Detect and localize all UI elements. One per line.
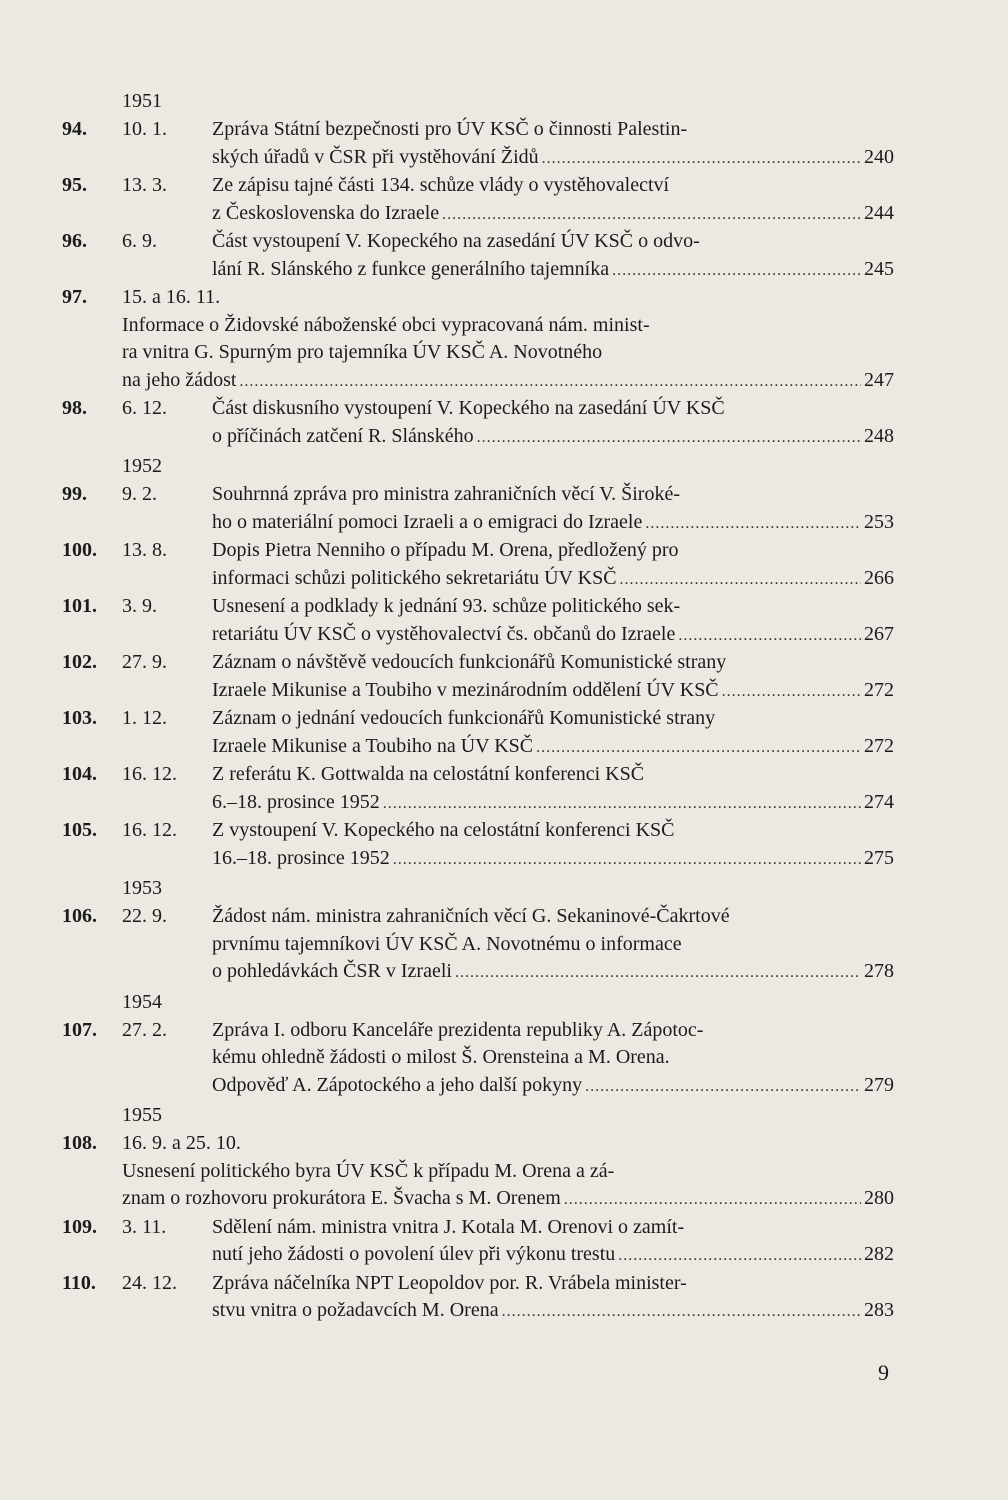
entry-title [212,1214,894,1270]
entry-title-line: 16.–18. prosince 1952 [212,846,390,869]
entry-title [212,537,894,593]
entry-title-line: Sdělení nám. ministra vnitra J. Kotala M. Orenovi o zamít- [212,1215,685,1238]
dot-leader [645,510,861,538]
entry-number: 100. [62,539,97,561]
toc-entry [62,116,894,172]
toc-entry [62,705,894,761]
entry-last-line [212,677,894,706]
entry-title [212,395,894,451]
toc-entry [62,1270,894,1326]
entry-date: 3. 9. [122,595,157,617]
entry-title-line: retariátu ÚV KSČ o vystěhovalectví čs. občanů do Izraele [212,622,676,645]
dot-leader [393,846,861,874]
entry-title-line: o pohledávkách ČSR v Izraeli [212,960,452,982]
entry-title [212,649,894,705]
dot-leader [722,678,861,706]
entry-last-line [212,509,894,538]
entry-title-line: Záznam o návštěvě vedoucích funkcionářů Komunistické strany [212,651,727,673]
toc-entry [62,649,894,705]
toc-entry [62,1214,894,1270]
dot-leader [383,790,861,818]
dot-leader [477,424,861,452]
entry-title [212,116,894,172]
entry-title-line: Zpráva náčelníka NPT Leopoldov por. R. Vrábela minister- [212,1271,687,1294]
dot-leader [442,201,861,229]
entry-page-number: 266 [864,566,894,589]
section-year: 1953 [122,877,162,899]
entry-number: 110. [62,1271,96,1294]
entry-last-line [122,1185,894,1214]
entry-last-line [212,423,894,452]
entry-date: 27. 2. [122,1018,167,1041]
entry-title-line: prvnímu tajemníkovi ÚV KSČ A. Novotnému o informace [212,932,682,955]
entry-title [212,817,894,873]
entry-title-line: Odpověď A. Zápotockého a jeho další pokyny [212,1073,583,1096]
toc-entry [62,593,894,649]
entry-title [122,1158,894,1214]
entry-title-line: stvu vnitra o požadavcích M. Orena [212,1299,499,1321]
entry-number: 103. [62,707,97,729]
entry-number: 104. [62,763,97,785]
entry-page-number: 248 [864,424,894,447]
entry-title-line: Izraele Mikunise a Toubiho v mezinárodním oddělení ÚV KSČ [212,678,719,701]
entry-last-line [212,733,894,762]
entry-last-line [212,200,894,229]
entry-title-line: Informace o Židovské náboženské obci vypracovaná nám. minist- [122,313,650,336]
entry-title-line: Žádost nám. ministra zahraničních věcí G. Sekaninové-Čakrtové [212,905,730,927]
entry-title-line: Ze zápisu tajné části 134. schůze vlády o vystěhovalectví [212,174,670,196]
dot-leader [678,622,861,650]
entry-title-line: Z referátu K. Gottwalda na celostátní konferenci KSČ [212,763,645,785]
entry-title-line: informaci schůzi politického sekretariátu ÚV KSČ [212,566,617,589]
entry-title [212,593,894,649]
entry-date: 9. 2. [122,483,157,505]
entry-title-line: nutí jeho žádosti o povolení úlev při výkonu trestu [212,1243,616,1265]
dot-leader [612,257,861,285]
toc-entry [62,537,894,593]
entry-page-number: 240 [864,145,894,168]
toc-entry [62,481,894,537]
entry-title-line: z Československa do Izraele [212,201,440,224]
entry-number: 98. [62,397,87,419]
entry-date: 13. 8. [122,539,167,561]
dot-leader [455,959,861,987]
entry-page-number: 282 [864,1243,894,1265]
entry-number: 108. [62,1132,97,1154]
dot-leader [618,1242,861,1270]
entry-title [212,705,894,761]
toc-entry-header [62,1130,894,1158]
entry-last-line [212,621,894,650]
toc-entry [62,228,894,284]
entry-title [212,228,894,284]
entry-title-line: ra vnitra G. Spurným pro tajemníka ÚV KSČ A. Novotného [122,341,603,363]
dot-leader [620,566,861,594]
toc-entry [62,395,894,451]
entry-title-line: Část diskusního vystoupení V. Kopeckého na zasedání ÚV KSČ [212,397,725,419]
entry-title [212,761,894,817]
entry-title-line: Část vystoupení V. Kopeckého na zasedání ÚV KSČ o odvo- [212,230,700,252]
entry-date: 24. 12. [122,1271,177,1294]
toc-entry [62,1017,894,1101]
entry-last-line [212,1241,894,1270]
entry-title [212,1270,894,1326]
toc-entry [62,903,894,987]
entry-title-line: ho o materiální pomoci Izraeli a o emigraci do Izraele [212,510,643,533]
entry-title-line: o příčinách zatčení R. Slánského [212,424,474,447]
toc-entry [62,312,894,396]
section-year: 1955 [122,1104,162,1126]
entry-number: 107. [62,1018,97,1041]
entry-title-line: Zpráva Státní bezpečnosti pro ÚV KSČ o činnosti Palestin- [212,118,688,140]
entry-page-number: 253 [864,510,894,533]
entry-title-line: Záznam o jednání vedoucích funkcionářů Komunistické strany [212,707,716,729]
entry-page-number: 267 [864,622,894,645]
page-number: 9 [878,1360,889,1385]
entry-last-line [212,845,894,874]
entry-number: 105. [62,819,97,841]
entry-number: 106. [62,905,97,927]
entry-title-line: kému ohledně žádosti o milost Š. Orensteina a M. Orena. [212,1046,670,1068]
entry-title-line: Dopis Pietra Nenniho o případu M. Orena, předložený pro [212,539,679,561]
section-year: 1954 [122,990,162,1013]
entry-last-line [212,1297,894,1326]
section-year: 1951 [122,90,162,112]
entry-last-line [212,1072,894,1101]
entry-page-number: 244 [864,201,894,224]
toc-entry [62,1158,894,1214]
entry-page-number: 272 [864,678,894,701]
entry-date: 16. 12. [122,819,177,841]
entry-last-line [212,144,894,173]
dot-leader [542,145,861,173]
entry-title [212,1017,894,1101]
entry-page-number: 280 [864,1187,894,1209]
entry-last-line [212,789,894,818]
entry-date: 6. 12. [122,397,167,419]
entry-title-line: Usnesení a podklady k jednání 93. schůze politického sek- [212,595,681,617]
entry-title-line: Z vystoupení V. Kopeckého na celostátní konferenci KSČ [212,819,675,841]
entry-title [122,312,894,396]
entry-date: 16. 12. [122,763,177,785]
entry-page-number: 278 [864,960,894,982]
entry-title-line: lání R. Slánského z funkce generálního tajemníka [212,257,610,280]
entry-number: 102. [62,651,97,673]
toc-entry [62,761,894,817]
entry-page-number: 275 [864,846,894,869]
entry-page-number: 247 [864,368,894,391]
entry-date: 13. 3. [122,174,167,196]
entry-date: 27. 9. [122,651,167,673]
entry-number: 97. [62,286,87,308]
entry-date: 10. 1. [122,118,167,140]
entry-number: 96. [62,230,87,252]
entry-date: 6. 9. [122,230,157,252]
entry-title-line: Usnesení politického byra ÚV KSČ k případu M. Orena a zá- [122,1159,615,1182]
toc-entry [62,172,894,228]
dot-leader [502,1298,861,1326]
entry-page-number: 272 [864,734,894,757]
entry-title-line: na jeho žádost [122,368,237,391]
entry-number: 99. [62,483,87,505]
entry-page-number: 283 [864,1299,894,1321]
entry-title [212,903,894,987]
entry-date: 3. 11. [122,1215,167,1238]
entry-title-line: znam o rozhovoru prokurátora E. Švacha s M. Orenem [122,1187,561,1209]
toc-entry [62,817,894,873]
entry-page-number: 279 [864,1073,894,1096]
entry-title-line: Izraele Mikunise a Toubiho na ÚV KSČ [212,734,534,757]
entry-title-line: 6.–18. prosince 1952 [212,790,380,813]
entry-last-line [212,565,894,594]
entry-number-spacer [62,312,122,396]
entry-last-line [122,367,894,396]
dot-leader [564,1186,861,1214]
entry-number: 95. [62,174,87,196]
entry-title [212,481,894,537]
entry-date: 1. 12. [122,707,167,729]
entry-page-number: 274 [864,790,894,813]
entry-number-spacer [62,1158,122,1214]
entry-date: 15. a 16. 11. [122,286,221,308]
entry-number: 109. [62,1215,97,1238]
entry-last-line [212,958,894,987]
entry-date: 16. 9. a 25. 10. [122,1132,241,1154]
entry-last-line [212,256,894,285]
section-year: 1952 [122,455,162,477]
toc-entry-header [62,284,894,312]
entry-title [212,172,894,228]
entry-number: 101. [62,595,97,617]
entry-date: 22. 9. [122,905,167,927]
table-of-contents [62,86,894,1326]
dot-leader [585,1073,861,1101]
dot-leader [536,734,861,762]
entry-number: 94. [62,118,87,140]
entry-title-line: Zpráva I. odboru Kanceláře prezidenta republiky A. Zápotoc- [212,1018,704,1041]
entry-page-number: 245 [864,257,894,280]
entry-title-line: ských úřadů v ČSR při vystěhování Židů [212,145,539,168]
dot-leader [239,368,861,396]
entry-title-line: Souhrnná zpráva pro ministra zahraničních věcí V. Široké- [212,483,681,505]
